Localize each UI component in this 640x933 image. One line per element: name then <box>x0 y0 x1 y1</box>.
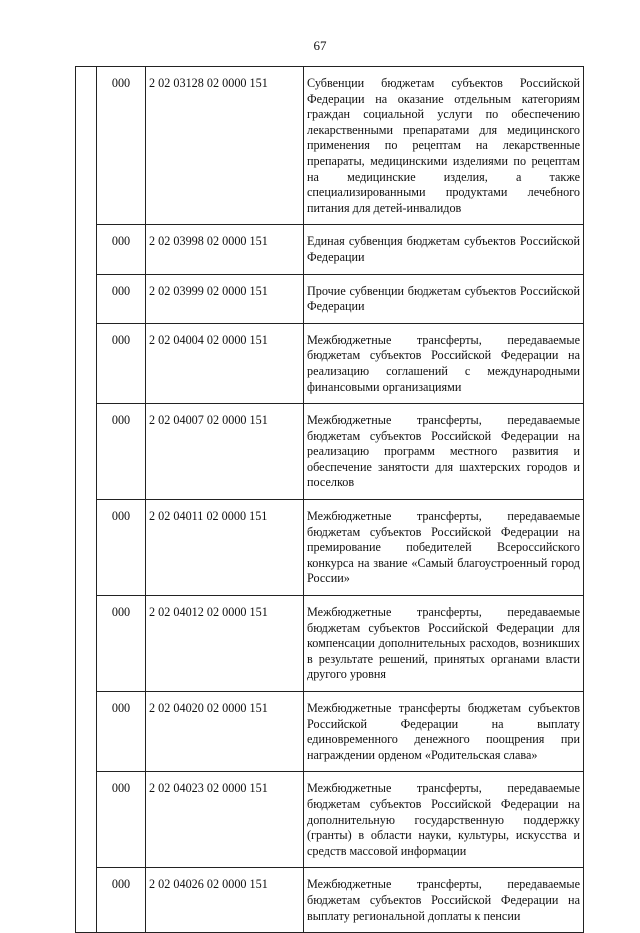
row-number-column <box>76 67 97 933</box>
admin-code-cell: 000 <box>97 772 146 868</box>
budget-code-cell: 2 02 04004 02 0000 151 <box>146 323 304 403</box>
table-row <box>76 323 584 403</box>
admin-code-cell: 000 <box>97 67 146 225</box>
description-cell: Межбюджетные трансферты, передаваемые бюджетам субъектов Российской Федерации на премирование победителей Всероссийского конкурса на звание «Самый благоустроенный город России» <box>304 500 584 596</box>
table-row <box>76 67 584 225</box>
admin-code-cell: 000 <box>97 596 146 692</box>
budget-code-cell: 2 02 04020 02 0000 151 <box>146 692 304 772</box>
budget-classification-table <box>75 66 584 933</box>
description-cell: Межбюджетные трансферты, передаваемые бюджетам субъектов Российской Федерации на реализацию соглашений с международными финансовыми организациями <box>304 323 584 403</box>
budget-code-cell: 2 02 04007 02 0000 151 <box>146 404 304 500</box>
table-row <box>76 692 584 772</box>
table-row <box>76 596 584 692</box>
description-cell: Межбюджетные трансферты, передаваемые бюджетам субъектов Российской Федерации на выплату региональной доплаты к пенсии <box>304 868 584 933</box>
description-cell: Прочие субвенции бюджетам субъектов Российской Федерации <box>304 274 584 323</box>
budget-code-cell: 2 02 03128 02 0000 151 <box>146 67 304 225</box>
budget-code-cell: 2 02 03998 02 0000 151 <box>146 225 304 274</box>
budget-code-cell: 2 02 04023 02 0000 151 <box>146 772 304 868</box>
description-cell: Межбюджетные трансферты, передаваемые бюджетам субъектов Российской Федерации на дополнительную государственную поддержку (гранты) в области науки, культуры, искусства и средств массовой информации <box>304 772 584 868</box>
admin-code-cell: 000 <box>97 500 146 596</box>
description-cell: Субвенции бюджетам субъектов Российской Федерации на оказание отдельным категориям граждан социальной услуги по обеспечению лекарственными препаратами для медицинского применения по рецептам на лекарственные препараты, медицинскими изделиями по рецептам на медицинские изделия, а также специализированными продуктами лечебного питания для детей-инвалидов <box>304 67 584 225</box>
table-row <box>76 772 584 868</box>
budget-code-cell: 2 02 04012 02 0000 151 <box>146 596 304 692</box>
description-cell: Межбюджетные трансферты, передаваемые бюджетам субъектов Российской Федерации на реализацию программ местного развития и обеспечение занятости для шахтерских городов и поселков <box>304 404 584 500</box>
budget-code-cell: 2 02 03999 02 0000 151 <box>146 274 304 323</box>
description-cell: Межбюджетные трансферты бюджетам субъектов Российской Федерации на выплату единовременного денежного поощрения при награждении орденом «Родительская слава» <box>304 692 584 772</box>
admin-code-cell: 000 <box>97 323 146 403</box>
table-row <box>76 404 584 500</box>
admin-code-cell: 000 <box>97 868 146 933</box>
budget-code-cell: 2 02 04026 02 0000 151 <box>146 868 304 933</box>
table-row <box>76 868 584 933</box>
admin-code-cell: 000 <box>97 274 146 323</box>
admin-code-cell: 000 <box>97 404 146 500</box>
budget-code-cell: 2 02 04011 02 0000 151 <box>146 500 304 596</box>
description-cell: Межбюджетные трансферты, передаваемые бюджетам субъектов Российской Федерации для компенсации дополнительных расходов, возникших в результате решений, принятых органами власти другого уровня <box>304 596 584 692</box>
admin-code-cell: 000 <box>97 225 146 274</box>
page-number: 67 <box>313 38 327 53</box>
table-row <box>76 274 584 323</box>
description-cell: Единая субвенция бюджетам субъектов Российской Федерации <box>304 225 584 274</box>
table-row <box>76 500 584 596</box>
table-row <box>76 225 584 274</box>
admin-code-cell: 000 <box>97 692 146 772</box>
